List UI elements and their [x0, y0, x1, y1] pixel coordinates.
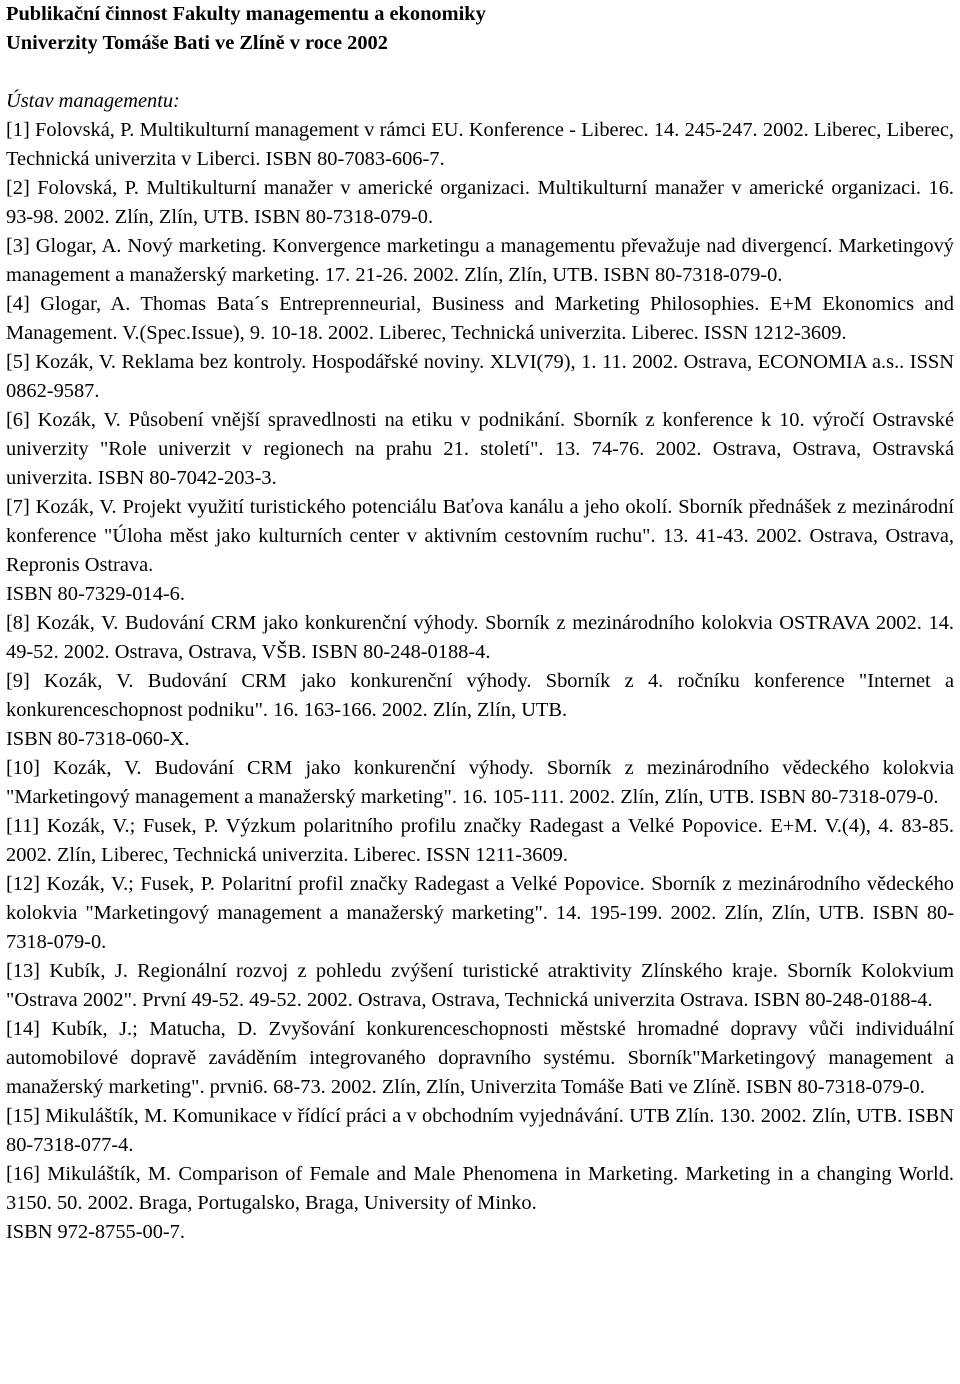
- reference-text: [7] Kozák, V. Projekt využití turistického potenciálu Baťova kanálu a jeho okolí. Sborník přednášek z mezinárodní konference "Úloha měst jako kulturních center v aktivním cestovním ruchu". 13. 41-43. 2002. Ostrava, Ostrava, Repronis Ostrava.: [6, 496, 954, 576]
- reference-item: [6, 812, 954, 870]
- reference-text: [14] Kubík, J.; Matucha, D. Zvyšování konkurenceschopnosti městské hromadné dopravy vůči individuální automobilové dopravě zaváděním integrovaného dopravního systému. Sborník"Marketingový management a manažerský marketing". prvni6. 68-73. 2002. Zlín, Zlín, Univerzita Tomáše Bati ve Zlíně. ISBN 80-7318-079-0.: [6, 1018, 954, 1098]
- reference-item: [6, 609, 954, 667]
- reference-text: [12] Kozák, V.; Fusek, P. Polaritní profil značky Radegast a Velké Popovice. Sborník z mezinárodního vědeckého kolokvia "Marketingový management a manažerský marketing". 14. 195-199. 2002. Zlín, Zlín, UTB. ISBN 80-7318-079-0.: [6, 873, 954, 953]
- reference-text: [13] Kubík, J. Regionální rozvoj z pohledu zvýšení turistické atraktivity Zlínského kraje. Sborník Kolokvium "Ostrava 2002". První 49-52. 49-52. 2002. Ostrava, Ostrava, Technická univerzita Ostrava. ISBN 80-248-0188-4.: [6, 960, 954, 1011]
- title-line-2: Univerzity Tomáše Bati ve Zlíně v roce 2002: [6, 32, 388, 54]
- reference-text: [9] Kozák, V. Budování CRM jako konkurenční výhody. Sborník z 4. ročníku konference "Internet a konkurenceschopnost podniku". 16. 163-166. 2002. Zlín, Zlín, UTB.: [6, 670, 954, 721]
- reference-item: [6, 667, 954, 754]
- reference-item: [6, 174, 954, 232]
- reference-item: [6, 116, 954, 174]
- reference-isbn: ISBN 80-7329-014-6.: [6, 583, 185, 605]
- reference-text: [10] Kozák, V. Budování CRM jako konkurenční výhody. Sborník z mezinárodního vědeckého kolokvia "Marketingový management a manažerský marketing". 16. 105-111. 2002. Zlín, Zlín, UTB. ISBN 80-7318-079-0.: [6, 757, 954, 808]
- title-line-1: Publikační činnost Fakulty managementu a ekonomiky: [6, 3, 486, 25]
- reference-item: [6, 290, 954, 348]
- reference-text: [4] Glogar, A. Thomas Bata´s Entreprenneurial, Business and Marketing Philosophies. E+M Ekonomics and Management. V.(Spec.Issue), 9. 10-18. 2002. Liberec, Technická univerzita. Liberec. ISSN 1212-3609.: [6, 293, 954, 344]
- reference-text: [6] Kozák, V. Působení vnější spravedlnosti na etiku v podnikání. Sborník z konference k 10. výročí Ostravské univerzity "Role univerzit v regionech na prahu 21. století". 13. 74-76. 2002. Ostrava, Ostrava, Ostravská univerzita. ISBN 80-7042-203-3.: [6, 409, 954, 489]
- reference-item: [6, 348, 954, 406]
- reference-item: [6, 406, 954, 493]
- reference-isbn: ISBN 972-8755-00-7.: [6, 1221, 185, 1243]
- reference-item: [6, 232, 954, 290]
- reference-item: [6, 1160, 954, 1247]
- reference-item: [6, 957, 954, 1015]
- reference-text: [8] Kozák, V. Budování CRM jako konkurenční výhody. Sborník z mezinárodního kolokvia OSTRAVA 2002. 14. 49-52. 2002. Ostrava, Ostrava, VŠB. ISBN 80-248-0188-4.: [6, 612, 954, 663]
- reference-text: [1] Folovská, P. Multikulturní management v rámci EU. Konference - Liberec. 14. 245-247. 2002. Liberec, Liberec, Technická univerzita v Liberci. ISBN 80-7083-606-7.: [6, 119, 954, 170]
- reference-text: [5] Kozák, V. Reklama bez kontroly. Hospodářské noviny. XLVI(79), 1. 11. 2002. Ostrava, ECONOMIA a.s.. ISSN 0862-9587.: [6, 351, 954, 402]
- section-heading: Ústav managementu:: [6, 90, 180, 112]
- reference-text: [3] Glogar, A. Nový marketing. Konvergence marketingu a managementu převažuje nad divergencí. Marketingový management a manažerský marketing. 17. 21-26. 2002. Zlín, Zlín, UTB. ISBN 80-7318-079-0.: [6, 235, 954, 286]
- reference-item: [6, 870, 954, 957]
- reference-list: [6, 116, 954, 1247]
- reference-item: [6, 1015, 954, 1102]
- reference-isbn: ISBN 80-7318-060-X.: [6, 728, 190, 750]
- reference-item: [6, 493, 954, 609]
- reference-text: [2] Folovská, P. Multikulturní manažer v americké organizaci. Multikulturní manažer v americké organizaci. 16. 93-98. 2002. Zlín, Zlín, UTB. ISBN 80-7318-079-0.: [6, 177, 954, 228]
- reference-item: [6, 754, 954, 812]
- reference-text: [15] Mikuláštík, M. Komunikace v řídící práci a v obchodním vyjednávání. UTB Zlín. 130. 2002. Zlín, UTB. ISBN 80-7318-077-4.: [6, 1105, 954, 1156]
- reference-text: [11] Kozák, V.; Fusek, P. Výzkum polaritního profilu značky Radegast a Velké Popovice. E+M. V.(4), 4. 83-85. 2002. Zlín, Liberec, Technická univerzita. Liberec. ISSN 1211-3609.: [6, 815, 954, 866]
- document-title: [6, 0, 954, 58]
- reference-item: [6, 1102, 954, 1160]
- reference-text: [16] Mikuláštík, M. Comparison of Female and Male Phenomena in Marketing. Marketing in a changing World. 3150. 50. 2002. Braga, Portugalsko, Braga, University of Minko.: [6, 1163, 954, 1214]
